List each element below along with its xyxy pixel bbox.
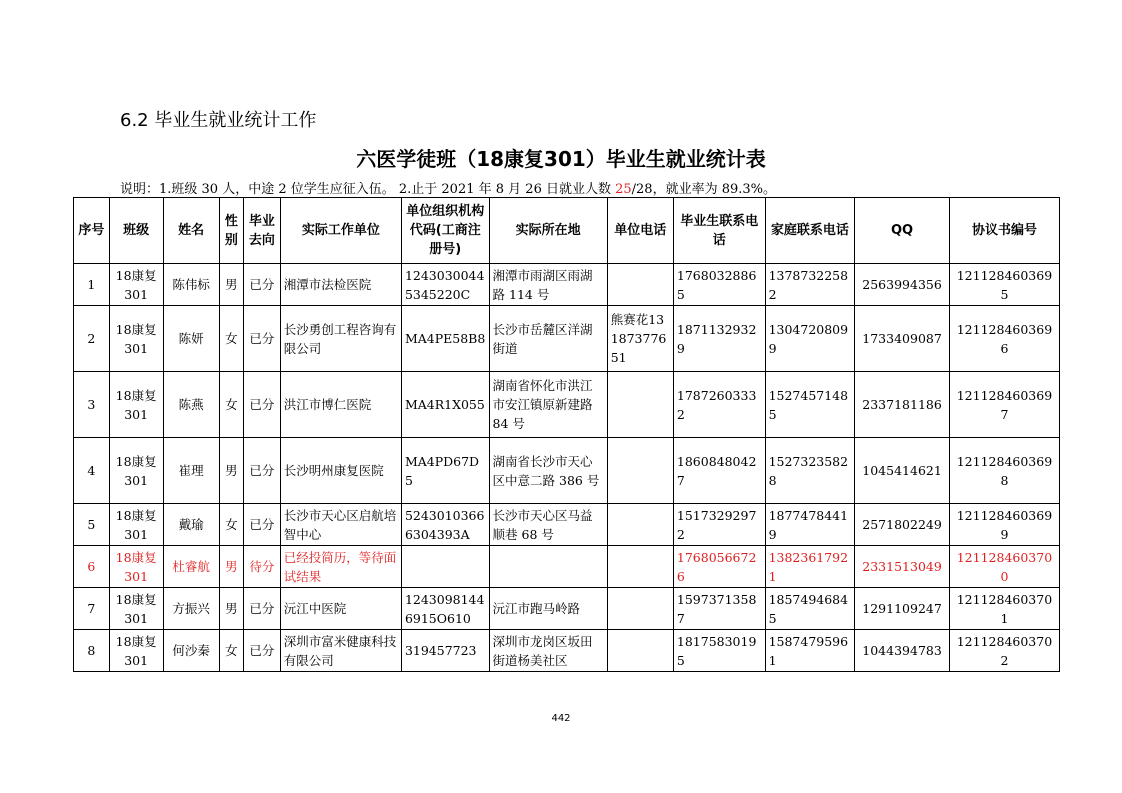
name-cell: 陈妍 (163, 306, 219, 372)
employer-cell: 长沙明州康复医院 (280, 438, 401, 504)
name-cell: 方振兴 (163, 588, 219, 630)
row-number: 4 (74, 438, 110, 504)
gender-cell: 男 (219, 588, 243, 630)
destination-cell: 已分 (244, 372, 281, 438)
location-cell: 湖南省怀化市洪江市安江镇原新建路 84 号 (489, 372, 607, 438)
header-cell: 实际所在地 (489, 198, 607, 264)
name-cell: 崔理 (163, 438, 219, 504)
table-row (74, 438, 1060, 504)
header-cell: 毕业去向 (244, 198, 281, 264)
employer-cell: 湘潭市法检医院 (280, 264, 401, 306)
class-cell: 18康复301 (109, 630, 163, 672)
page-number: 442 (551, 713, 571, 724)
table-header-row (74, 198, 1060, 264)
location-cell (489, 546, 607, 588)
section-heading: 6.2 毕业生就业统计工作 (120, 110, 317, 131)
unit-phone-cell (607, 546, 673, 588)
note-suffix: /28，就业率为 89.3%。 (631, 182, 777, 197)
org-code-cell: MA4PD67D5 (401, 438, 489, 504)
unit-phone-cell (607, 504, 673, 546)
destination-cell: 待分 (244, 546, 281, 588)
note-prefix: 说明：1.班级 30 人，中途 2 位学生应征入伍。 2.止于 2021 年 8 月 26 日就业人数 (120, 182, 616, 197)
table-title: 六医学徒班（18康复301）毕业生就业统计表 (356, 147, 766, 171)
table-row (74, 264, 1060, 306)
agreement-number-cell: 1211284603698 (949, 438, 1059, 504)
header-cell: 单位电话 (607, 198, 673, 264)
graduate-phone-cell: 15173292972 (673, 504, 765, 546)
location-cell: 长沙市天心区马益顺巷 68 号 (489, 504, 607, 546)
agreement-number-cell: 1211284603697 (949, 372, 1059, 438)
qq-cell: 2563994356 (855, 264, 950, 306)
header-cell: 班级 (109, 198, 163, 264)
employment-statistics-table (73, 197, 1060, 672)
org-code-cell: 319457723 (401, 630, 489, 672)
home-phone-cell: 13823617921 (765, 546, 855, 588)
graduate-phone-cell: 18608480427 (673, 438, 765, 504)
qq-cell: 1733409087 (855, 306, 950, 372)
row-number: 1 (74, 264, 110, 306)
header-cell: 性别 (219, 198, 243, 264)
location-cell: 湖南省长沙市天心区中意二路 386 号 (489, 438, 607, 504)
home-phone-cell: 18574946845 (765, 588, 855, 630)
unit-phone-cell (607, 372, 673, 438)
table-body (74, 264, 1060, 672)
destination-cell: 已分 (244, 588, 281, 630)
qq-cell: 1044394783 (855, 630, 950, 672)
org-code-cell: MA4R1X055 (401, 372, 489, 438)
name-cell: 何沙秦 (163, 630, 219, 672)
location-cell: 沅江市跑马岭路 (489, 588, 607, 630)
destination-cell: 已分 (244, 264, 281, 306)
unit-phone-cell (607, 264, 673, 306)
header-cell: 姓名 (163, 198, 219, 264)
gender-cell: 女 (219, 630, 243, 672)
employer-cell: 已经投简历，等待面试结果 (280, 546, 401, 588)
name-cell: 陈伟标 (163, 264, 219, 306)
employer-cell: 洪江市博仁医院 (280, 372, 401, 438)
agreement-number-cell: 1211284603696 (949, 306, 1059, 372)
row-number: 7 (74, 588, 110, 630)
table-row (74, 546, 1060, 588)
graduate-phone-cell: 18711329329 (673, 306, 765, 372)
location-cell: 深圳市龙岗区坂田街道杨美社区 (489, 630, 607, 672)
graduate-phone-cell: 17680566726 (673, 546, 765, 588)
unit-phone-cell: 熊赛花13187377651 (607, 306, 673, 372)
header-cell: 序号 (74, 198, 110, 264)
location-cell: 长沙市岳麓区洋湖街道 (489, 306, 607, 372)
table-row (74, 504, 1060, 546)
org-code-cell: 12430981446915O610 (401, 588, 489, 630)
org-code-cell (401, 546, 489, 588)
gender-cell: 男 (219, 438, 243, 504)
qq-cell: 1291109247 (855, 588, 950, 630)
table-row (74, 306, 1060, 372)
row-number: 8 (74, 630, 110, 672)
header-cell: 协议书编号 (949, 198, 1059, 264)
header-cell: 实际工作单位 (280, 198, 401, 264)
destination-cell: 已分 (244, 306, 281, 372)
header-cell: 家庭联系电话 (765, 198, 855, 264)
class-cell: 18康复301 (109, 306, 163, 372)
gender-cell: 女 (219, 306, 243, 372)
header-cell: 毕业生联系电话 (673, 198, 765, 264)
name-cell: 陈燕 (163, 372, 219, 438)
gender-cell: 女 (219, 504, 243, 546)
graduate-phone-cell: 15973713587 (673, 588, 765, 630)
row-number: 5 (74, 504, 110, 546)
home-phone-cell: 18774784419 (765, 504, 855, 546)
graduate-phone-cell: 18175830195 (673, 630, 765, 672)
home-phone-cell: 15274571485 (765, 372, 855, 438)
gender-cell: 男 (219, 264, 243, 306)
employer-cell: 长沙勇创工程咨询有限公司 (280, 306, 401, 372)
org-code-cell: 12430300445345220C (401, 264, 489, 306)
class-cell: 18康复301 (109, 438, 163, 504)
table-row (74, 372, 1060, 438)
destination-cell: 已分 (244, 504, 281, 546)
table-row (74, 630, 1060, 672)
agreement-number-cell: 1211284603702 (949, 630, 1059, 672)
qq-cell: 2331513049 (855, 546, 950, 588)
table-note (120, 178, 776, 197)
home-phone-cell: 15874795961 (765, 630, 855, 672)
agreement-number-cell: 1211284603700 (949, 546, 1059, 588)
destination-cell: 已分 (244, 630, 281, 672)
org-code-cell: 52430103666304393A (401, 504, 489, 546)
org-code-cell: MA4PE58B8 (401, 306, 489, 372)
employer-cell: 沅江中医院 (280, 588, 401, 630)
unit-phone-cell (607, 438, 673, 504)
row-number: 3 (74, 372, 110, 438)
home-phone-cell: 13047208099 (765, 306, 855, 372)
gender-cell: 男 (219, 546, 243, 588)
employer-cell: 深圳市富米健康科技有限公司 (280, 630, 401, 672)
graduate-phone-cell: 17680328865 (673, 264, 765, 306)
location-cell: 湘潭市雨湖区雨湖路 114 号 (489, 264, 607, 306)
header-cell: QQ (855, 198, 950, 264)
row-number: 2 (74, 306, 110, 372)
row-number: 6 (74, 546, 110, 588)
agreement-number-cell: 1211284603701 (949, 588, 1059, 630)
agreement-number-cell: 1211284603695 (949, 264, 1059, 306)
qq-cell: 1045414621 (855, 438, 950, 504)
class-cell: 18康复301 (109, 264, 163, 306)
unit-phone-cell (607, 630, 673, 672)
gender-cell: 女 (219, 372, 243, 438)
agreement-number-cell: 1211284603699 (949, 504, 1059, 546)
name-cell: 戴瑜 (163, 504, 219, 546)
class-cell: 18康复301 (109, 504, 163, 546)
home-phone-cell: 15273235828 (765, 438, 855, 504)
graduate-phone-cell: 17872603332 (673, 372, 765, 438)
class-cell: 18康复301 (109, 588, 163, 630)
qq-cell: 2571802249 (855, 504, 950, 546)
class-cell: 18康复301 (109, 546, 163, 588)
class-cell: 18康复301 (109, 372, 163, 438)
destination-cell: 已分 (244, 438, 281, 504)
home-phone-cell: 13787322582 (765, 264, 855, 306)
unit-phone-cell (607, 588, 673, 630)
note-employed-count: 25 (615, 182, 632, 197)
name-cell: 杜睿航 (163, 546, 219, 588)
employer-cell: 长沙市天心区启航培智中心 (280, 504, 401, 546)
qq-cell: 2337181186 (855, 372, 950, 438)
table-row (74, 588, 1060, 630)
header-cell: 单位组织机构代码(工商注册号) (401, 198, 489, 264)
